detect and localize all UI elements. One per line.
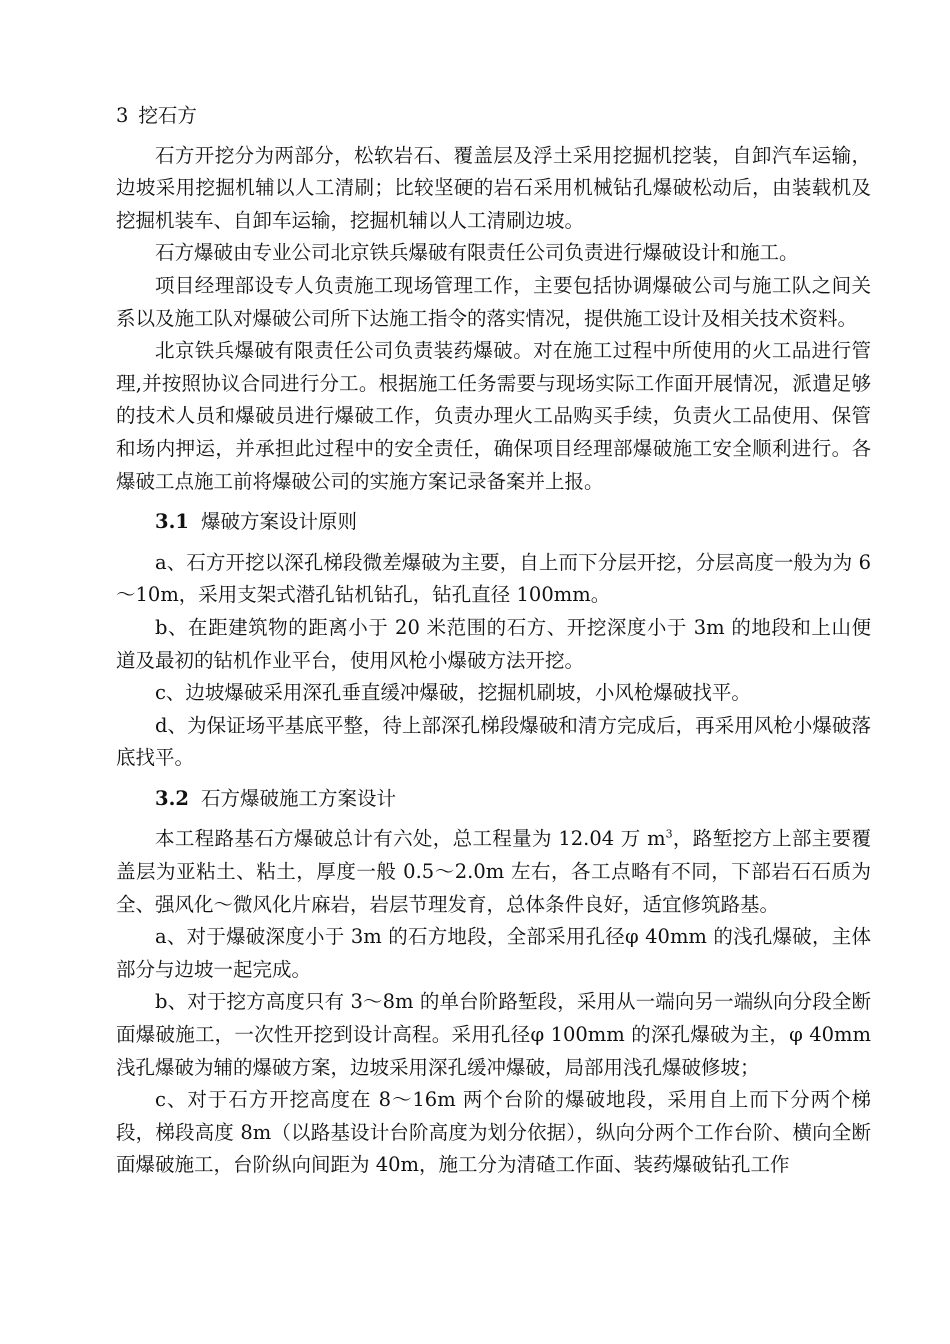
intro-paragraph-2: 石方爆破由专业公司北京铁兵爆破有限责任公司负责进行爆破设计和施工。 [155, 241, 799, 265]
principle-c: c、边坡爆破采用深孔垂直缓冲爆破，挖掘机刷坡，小风枪爆破找平。 [155, 681, 751, 705]
subsection-3-2-title: 石方爆破施工方案设计 [201, 786, 397, 810]
subsection-3-2-heading [116, 783, 871, 816]
volume-intro-paragraph [116, 823, 871, 921]
subsection-3-1-title: 爆破方案设计原则 [201, 510, 358, 534]
volume-intro-after: ，路堑挖方上部主要覆盖层为亚粘土、粘土，厚度一般 0.5～2.0m 左右，各工点略有不同，下部岩石石质为全、强风化～微风化片麻岩，岩层节理发育，总体条件良好，适宜修筑路基。 [116, 827, 871, 916]
principle-d: d、为保证场平基底平整，待上部深孔梯段爆破和清方完成后，再采用风枪小爆破落底找平。 [116, 713, 871, 770]
intro-paragraph-1: 石方开挖分为两部分，松软岩石、覆盖层及浮土采用挖掘机挖装，自卸汽车运输，边坡采用挖掘机辅以人工清刷；比较坚硬的岩石采用机械钻孔爆破松动后，由装载机及挖掘机装车、自卸车运输，挖掘机辅以人工清刷边坡。 [116, 143, 871, 232]
plan-b: b、对于挖方高度只有 3～8m 的单台阶路堑段，采用从一端向另一端纵向分段全断面爆破施工，一次性开挖到设计高程。采用孔径φ 100mm 的深孔爆破为主，φ 40mm 浅孔爆破为辅的爆破方案，边坡采用深孔缓冲爆破，局部用浅孔爆破修坡； [116, 990, 871, 1079]
intro-paragraph-3: 项目经理部设专人负责施工现场管理工作，主要包括协调爆破公司与施工队之间关系以及施工队对爆破公司所下达施工指令的落实情况，提供施工设计及相关技术资料。 [116, 273, 871, 330]
plan-c: c、对于石方开挖高度在 8～16m 两个台阶的爆破地段，采用自上而下分两个梯段，梯段高度 8m（以路基设计台阶高度为划分依据），纵向分两个工作台阶、横向全断面爆破施工，台阶纵向间距为 40m，施工分为清碴工作面、装药爆破钻孔工作 [116, 1088, 871, 1177]
subsection-3-2-number: 3.2 [155, 786, 189, 810]
volume-intro-before: 本工程路基石方爆破总计有六处，总工程量为 12.04 万 m [155, 827, 666, 851]
section-heading [116, 100, 871, 133]
section-number: 3 [116, 104, 129, 127]
plan-a: a、对于爆破深度小于 3m 的石方地段，全部采用孔径φ 40mm 的浅孔爆破，主体部分与边坡一起完成。 [116, 925, 871, 981]
principle-a: a、石方开挖以深孔梯段微差爆破为主要，自上而下分层开挖，分层高度一般为为 6～10m，采用支架式潜孔钻机钻孔，钻孔直径 100mm。 [116, 550, 871, 607]
cubic-superscript: 3 [665, 827, 673, 841]
subsection-3-1-number: 3.1 [155, 510, 189, 534]
section-title: 挖石方 [138, 104, 197, 127]
intro-paragraph-4: 北京铁兵爆破有限责任公司负责装药爆破。对在施工过程中所使用的火工品进行管理,并按照协议合同进行分工。根据施工任务需要与现场实际工作面开展情况，派遣足够的技术人员和爆破员进行爆破工作，负责办理火工品购买手续，负责火工品使用、保管和场内押运，并承担此过程中的安全责任，确保项目经理部爆破施工安全顺利进行。各爆破工点施工前将爆破公司的实施方案记录备案并上报。 [116, 339, 871, 493]
document-page [116, 100, 871, 1182]
subsection-3-1-heading [116, 506, 871, 539]
principle-b: b、在距建筑物的距离小于 20 米范围的石方、开挖深度小于 3m 的地段和上山便道及最初的钻机作业平台，使用风枪小爆破方法开挖。 [116, 615, 871, 672]
